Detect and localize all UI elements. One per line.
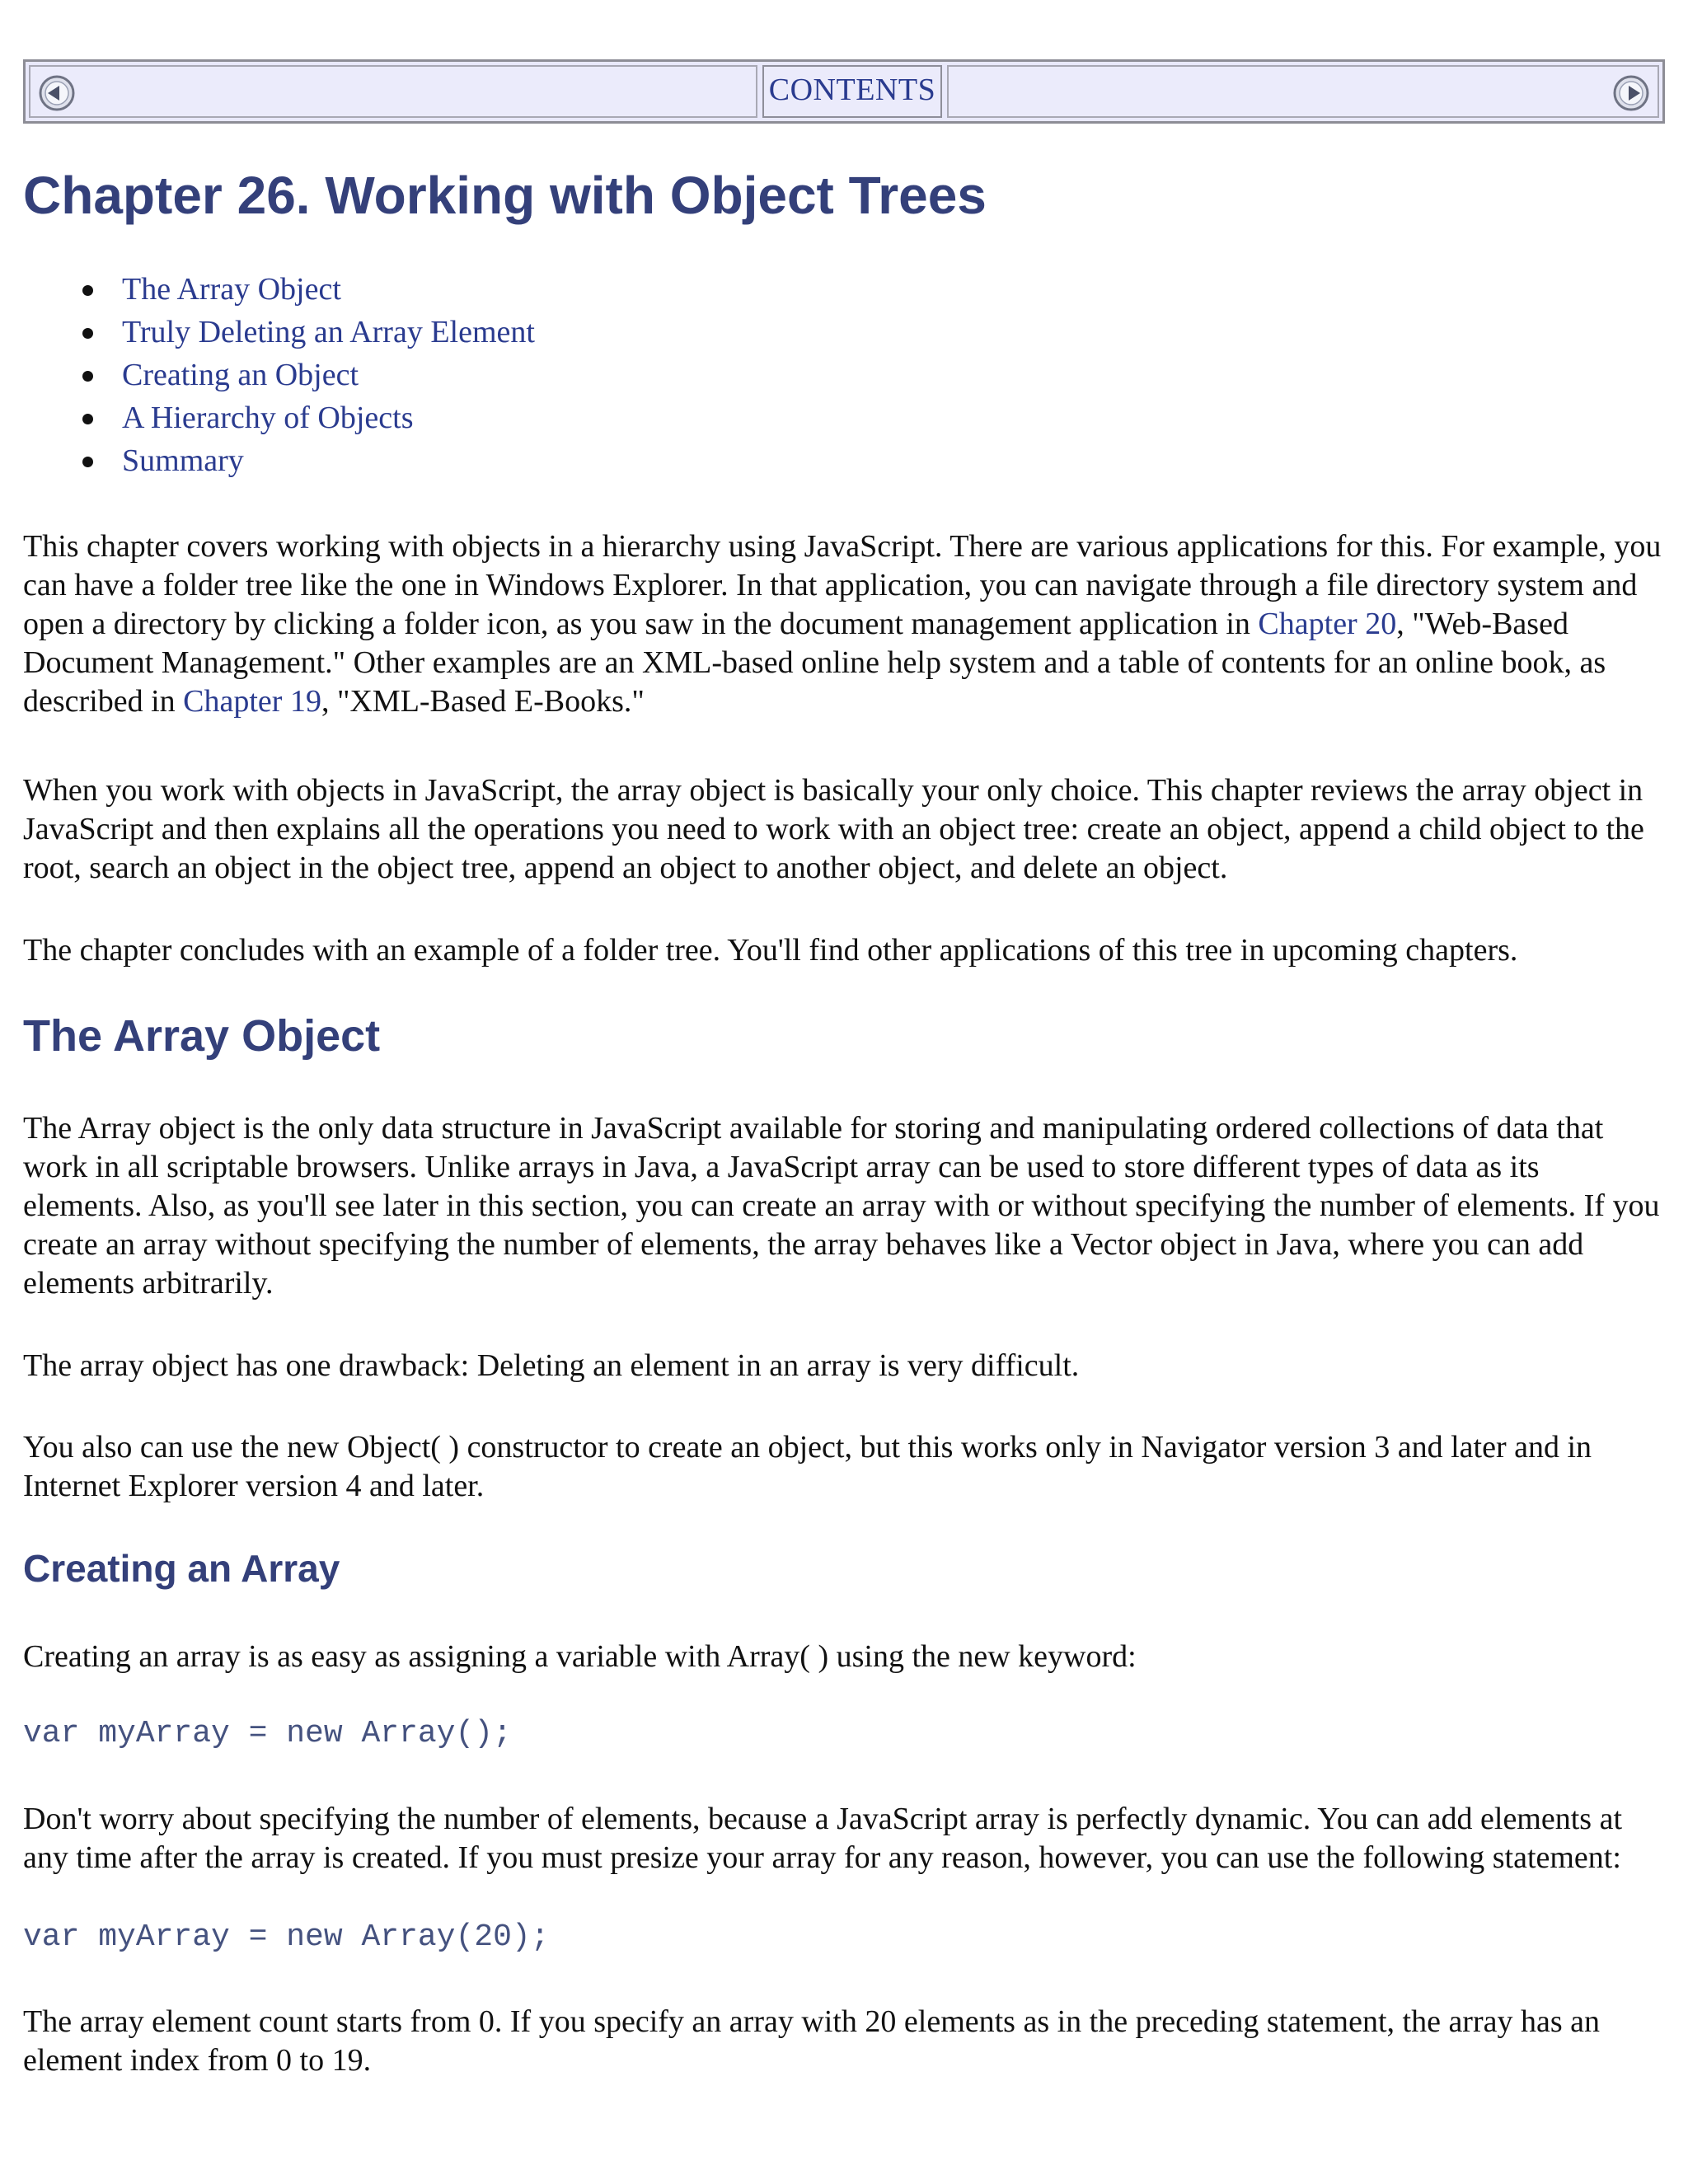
toc-link-hierarchy[interactable]: A Hierarchy of Objects <box>122 401 414 435</box>
arrow-right-icon[interactable] <box>1611 73 1651 113</box>
bullet-icon <box>82 328 93 339</box>
intro-text: , "XML-Based E-Books." <box>321 684 645 719</box>
nav-cell-next <box>947 65 1659 118</box>
toc-item <box>23 396 535 439</box>
array-paragraph-2: The array object has one drawback: Deleting an element in an array is very difficult. <box>23 1348 1080 1383</box>
toc-item <box>23 439 535 482</box>
table-of-contents <box>23 268 535 482</box>
nav-cell-contents <box>762 65 942 118</box>
toc-link-array-object[interactable]: The Array Object <box>122 272 341 307</box>
toc-item <box>23 311 535 354</box>
contents-link[interactable]: CONTENTS <box>768 73 936 107</box>
creating-paragraph-2: Don't worry about specifying the number of elements, because a JavaScript array is perfectly dynamic. You can add elements at any time after the array is created. If you must presize your array for any reason, however, you can use the following statement: <box>23 1802 1623 1875</box>
toc-link-creating-object[interactable]: Creating an Object <box>122 358 359 392</box>
creating-paragraph-1: Creating an array is as easy as assigning a variable with Array( ) using the new keyword: <box>23 1639 1137 1674</box>
toc-link-truly-deleting[interactable]: Truly Deleting an Array Element <box>122 315 535 349</box>
navigation-bar <box>23 59 1665 124</box>
bullet-icon <box>82 285 93 296</box>
toc-link-summary[interactable]: Summary <box>122 443 244 478</box>
array-paragraph-1: The Array object is the only data structure in JavaScript available for storing and manipulating ordered collections of data that work in all scriptable browsers. Unlike arrays in Java, a JavaScript array can be used to store different types of data as its elements. Also, as you'll see later in this section, you can create an array with or without specifying the number of elements. If you create an array without specifying the number of elements, the array behaves like a Vector object in Java, where you can add elements arbitrarily. <box>23 1111 1660 1301</box>
chapter-20-link[interactable]: Chapter 20 <box>1258 607 1397 641</box>
intro-text: This chapter covers working with objects in a hierarchy using JavaScript. There are various applications for this. For example, you can have a folder tree like the one in Windows Explorer. In that application, you can navigate through a file directory system and open a directory by clicking a folder icon, as you saw in the document management application in <box>23 529 1662 641</box>
array-paragraph-3: You also can use the new Object( ) constructor to create an object, but this works only in Navigator version 3 and later and in Internet Explorer version 4 and later. <box>23 1430 1592 1503</box>
toc-item <box>23 268 535 311</box>
bullet-icon <box>82 371 93 382</box>
toc-item <box>23 354 535 396</box>
chapter-19-link[interactable]: Chapter 19 <box>183 684 321 719</box>
section-heading-array-object: The Array Object <box>23 1011 381 1061</box>
intro-paragraph-3: The chapter concludes with an example of a folder tree. You'll find other applications of this tree in upcoming chapters. <box>23 933 1518 968</box>
section-heading-creating-array: Creating an Array <box>23 1547 340 1590</box>
intro-paragraph-2: When you work with objects in JavaScript, the array object is basically your only choice. This chapter reviews the array object in JavaScript and then explains all the operations you need to work with an object tree: create an object, append a child object to the root, search an object in the object tree, append an object to another object, and delete an object. <box>23 773 1644 885</box>
chapter-title: Chapter 26. Working with Object Trees <box>23 166 987 225</box>
arrow-left-icon[interactable] <box>37 73 77 113</box>
nav-cell-previous <box>29 65 757 118</box>
intro-text: , "Web-Based Document Management." Other examples are an XML-based online help system and a table of contents for an online book, as described in <box>23 607 1606 719</box>
code-sample-1: var myArray = new Array(); <box>23 1716 512 1751</box>
creating-paragraph-3: The array element count starts from 0. If you specify an array with 20 elements as in the preceding statement, the array has an element index from 0 to 19. <box>23 2004 1601 2078</box>
bullet-icon <box>82 457 93 467</box>
bullet-icon <box>82 414 93 424</box>
code-sample-2: var myArray = new Array(20); <box>23 1919 550 1955</box>
intro-paragraph-1 <box>23 527 1665 721</box>
